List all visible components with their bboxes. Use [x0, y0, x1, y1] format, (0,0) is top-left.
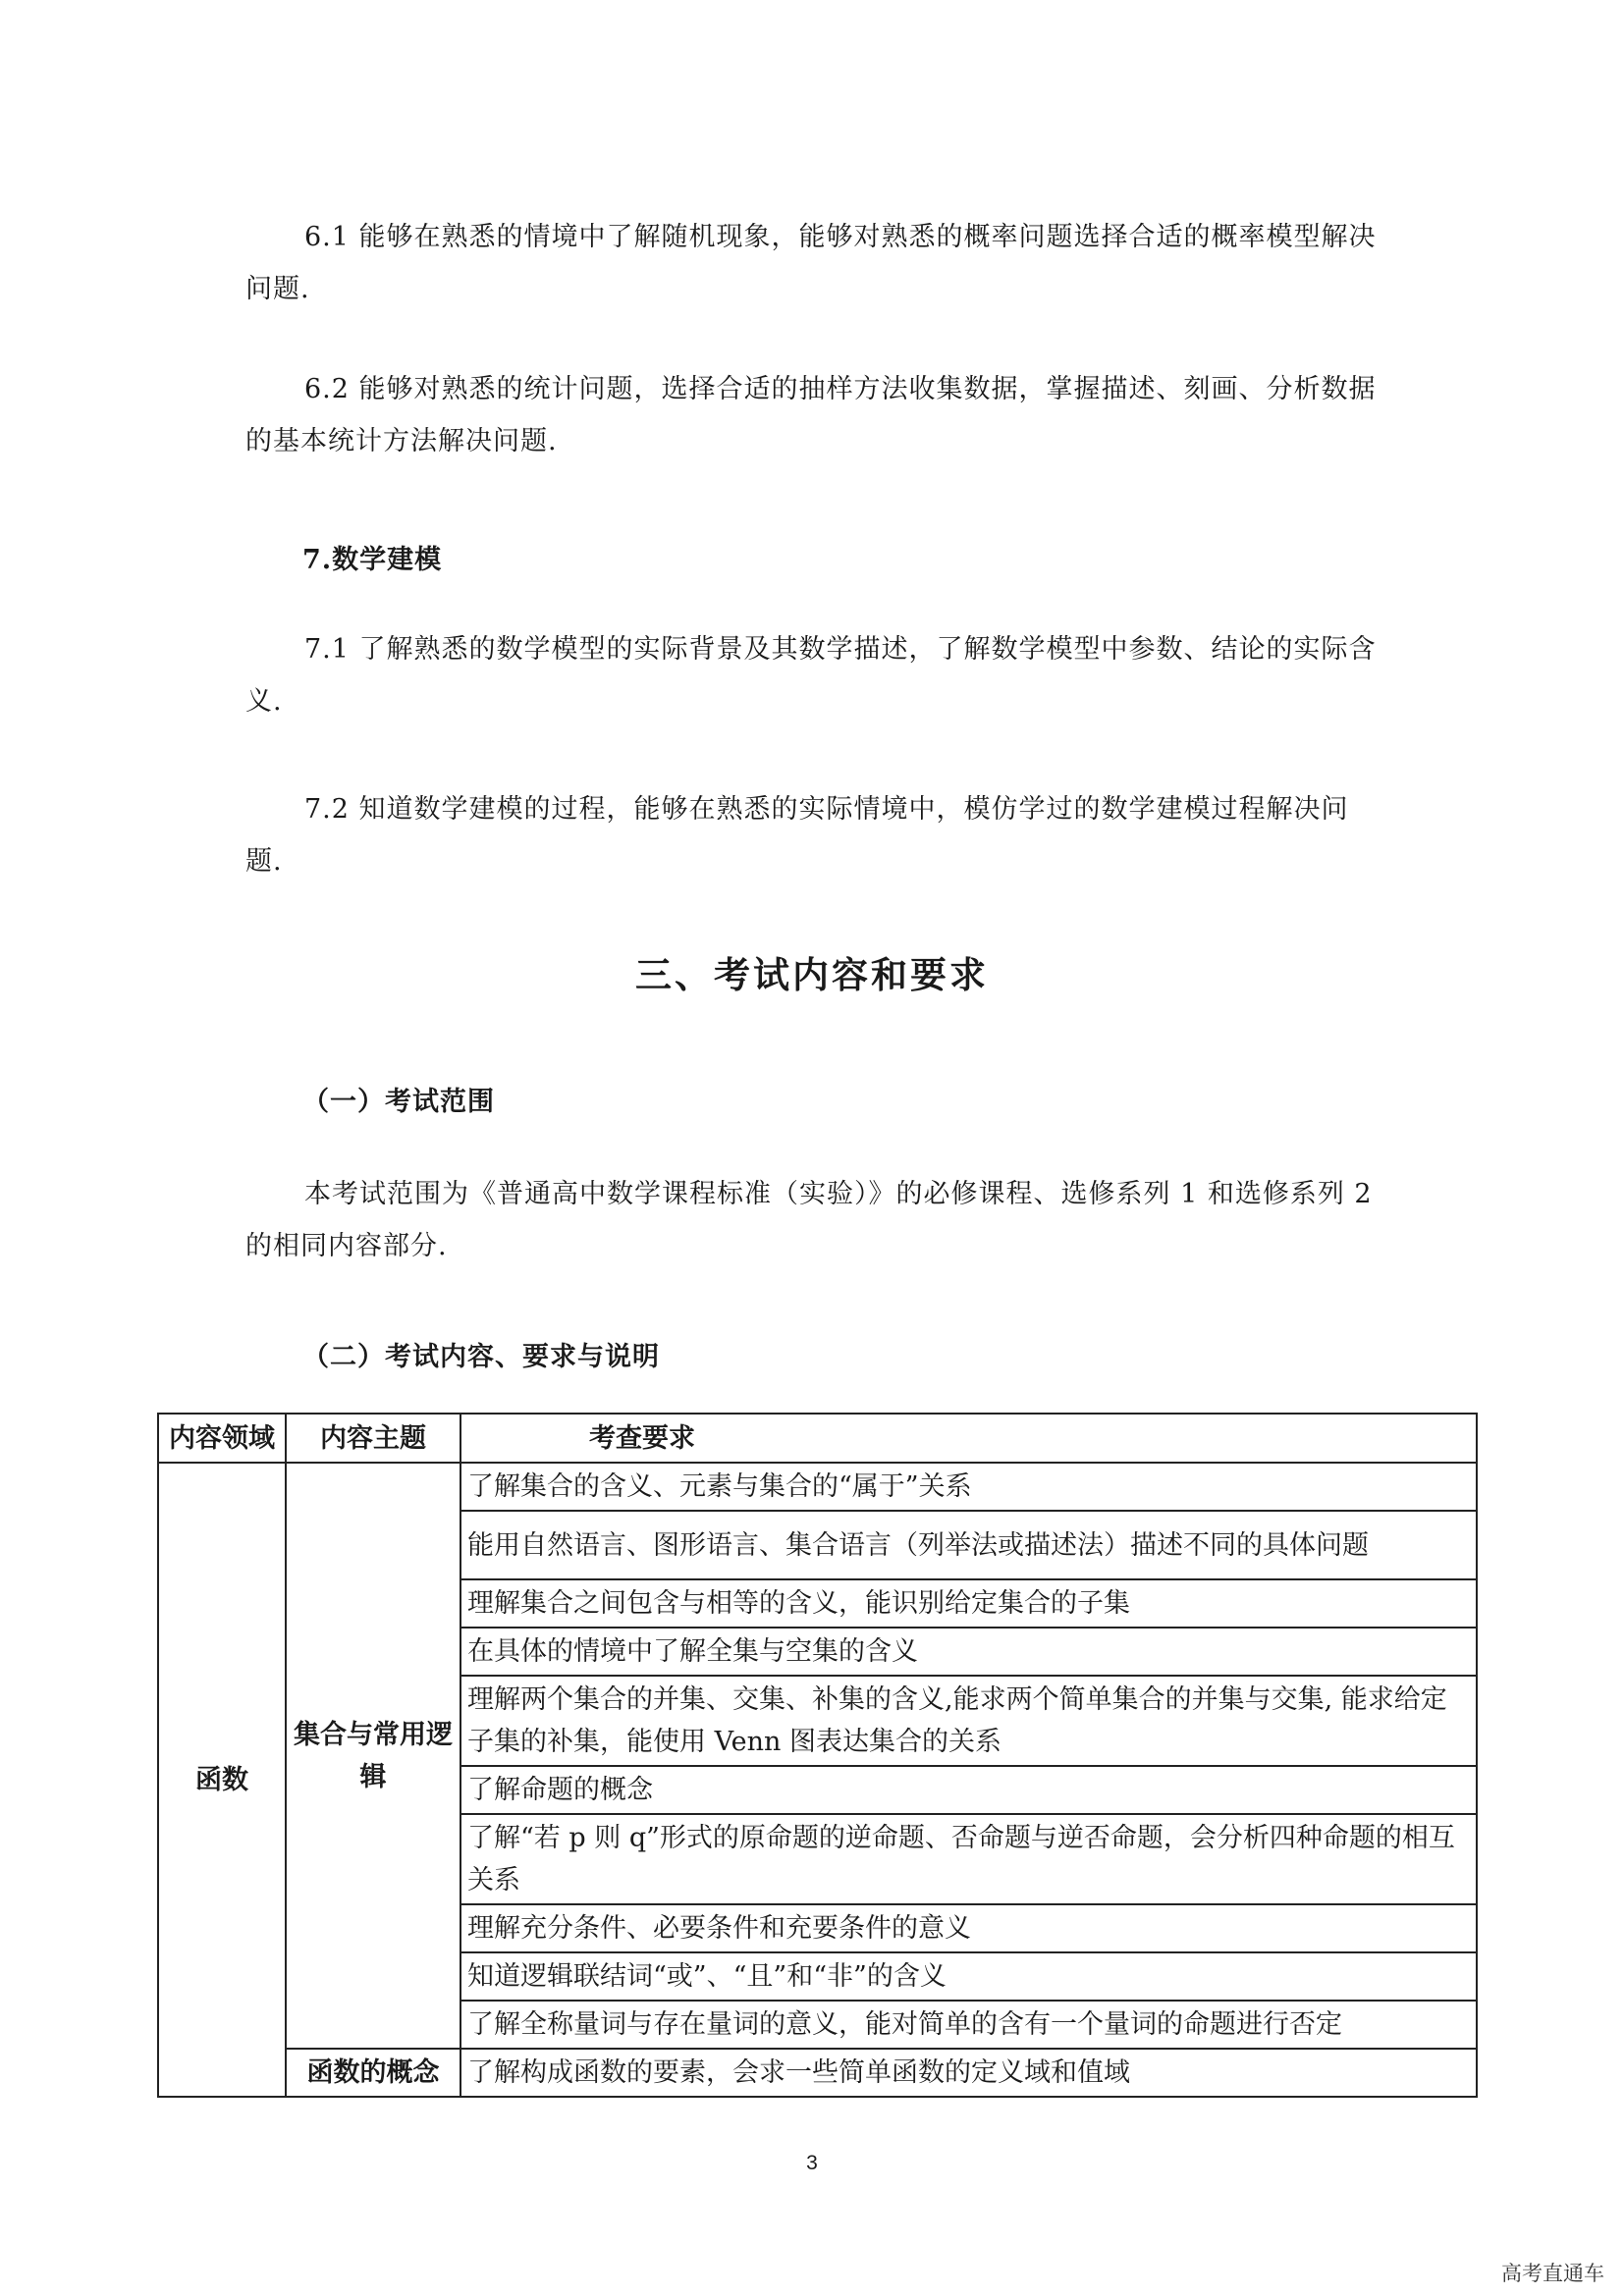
header-content-topic: 内容主题	[286, 1414, 460, 1463]
subsection-exam-content-title: （二）考试内容、要求与说明	[302, 1342, 660, 1372]
header-requirement: 考查要求	[460, 1414, 1477, 1463]
requirement-cell: 了解构成函数的要素，会求一些简单函数的定义域和值域	[460, 2049, 1477, 2097]
requirement-cell: 了解集合的含义、元素与集合的“属于”关系	[460, 1463, 1477, 1511]
subsection-exam-scope-title: （一）考试范围	[302, 1087, 495, 1117]
requirement-cell: 了解全称量词与存在量词的意义，能对简单的含有一个量词的命题进行否定	[460, 2001, 1477, 2049]
requirement-cell: 知道逻辑联结词“或”、“且”和“非”的含义	[460, 1952, 1477, 2001]
section-title: 三、考试内容和要求	[635, 953, 989, 996]
paragraph-6-1: 6.1 能够在熟悉的情境中了解随机现象，能够对熟悉的概率问题选择合适的概率模型解决问题.	[245, 222, 1377, 304]
exam-scope-paragraph: 本考试范围为《普通高中数学课程标准（实验）》的必修课程、选修系列 1 和选修系列 2 的相同内容部分.	[245, 1179, 1373, 1261]
watermark-text: 高考直通车	[1501, 2262, 1604, 2285]
exam-requirements-table	[157, 1413, 1478, 2098]
requirement-cell: 了解命题的概念	[460, 1766, 1477, 1814]
paragraph-6-2: 6.2 能够对熟悉的统计问题，选择合适的抽样方法收集数据，掌握描述、刻画、分析数据的基本统计方法解决问题.	[245, 374, 1377, 456]
requirement-cell: 能用自然语言、图形语言、集合语言（列举法或描述法）描述不同的具体问题	[460, 1511, 1477, 1579]
topic-cell-sets-logic: 集合与常用逻辑	[286, 1463, 460, 2049]
domain-cell: 函数	[158, 1463, 286, 2097]
table-header-row	[158, 1414, 1477, 1463]
heading-7-math-modeling: 7.数学建模	[302, 545, 443, 575]
requirement-cell: 理解两个集合的并集、交集、补集的含义,能求两个简单集合的并集与交集, 能求给定子集的补集，能使用 Venn 图表达集合的关系	[460, 1676, 1477, 1766]
paragraph-7-1: 7.1 了解熟悉的数学模型的实际背景及其数学描述，了解数学模型中参数、结论的实际含义.	[245, 634, 1377, 717]
requirement-cell: 了解“若 p 则 q”形式的原命题的逆命题、否命题与逆否命题，会分析四种命题的相互关系	[460, 1814, 1477, 1904]
paragraph-7-2: 7.2 知道数学建模的过程，能够在熟悉的实际情境中，模仿学过的数学建模过程解决问题.	[245, 794, 1349, 877]
requirement-cell: 理解集合之间包含与相等的含义，能识别给定集合的子集	[460, 1579, 1477, 1628]
topic-cell-function-concept: 函数的概念	[286, 2049, 460, 2097]
table-row	[158, 1463, 1477, 1511]
header-content-domain: 内容领域	[158, 1414, 286, 1463]
requirement-cell: 理解充分条件、必要条件和充要条件的意义	[460, 1904, 1477, 1952]
page-number: 3	[806, 2152, 818, 2174]
table-row	[158, 2049, 1477, 2097]
requirement-cell: 在具体的情境中了解全集与空集的含义	[460, 1628, 1477, 1676]
